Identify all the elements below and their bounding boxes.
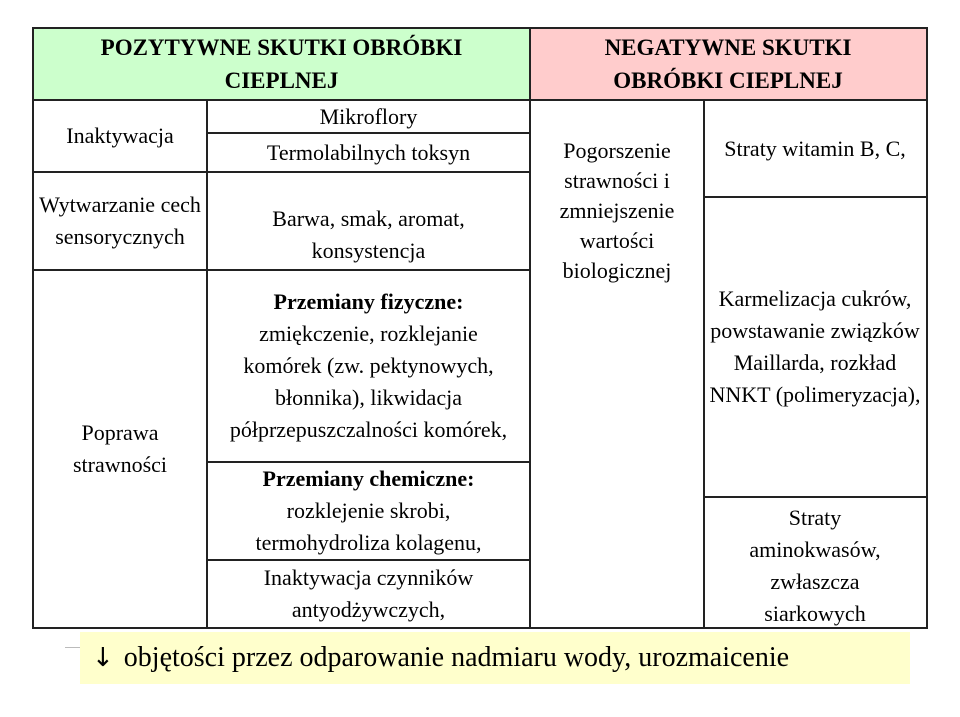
- divider-left: [206, 100, 208, 628]
- footer-text: objętości przez odparowanie nadmiaru wody, urozmaicenie: [123, 642, 790, 673]
- divider-negative: [703, 100, 705, 628]
- fizyczne-title: Przemiany fizyczne:: [273, 289, 464, 314]
- cell-pogorszenie: Pogorszenie strawności i zmniejszenie wartości biologicznej: [559, 138, 675, 283]
- divider-center: [529, 28, 531, 628]
- header-divider: [32, 99, 928, 101]
- neg-row-line-2: [704, 496, 926, 498]
- cell-straty-aminokwasow: Straty aminokwasów, zwłaszcza siarkowych: [749, 504, 881, 626]
- row-line-1: [207, 132, 530, 134]
- row-line-2: [33, 171, 530, 173]
- table-frame: [32, 27, 928, 629]
- fizyczne-text: zmiękczenie, rozklejanie komórek (zw. pektynowych, błonnika), likwidacja półprzepuszczalności komórek,: [229, 321, 508, 442]
- positive-header-text: POZYTYWNE SKUTKI OBRÓBKI CIEPLNEJ: [100, 35, 463, 93]
- row-line-5: [207, 559, 530, 561]
- cell-barwa: Barwa, smak, aromat, konsystencja: [272, 206, 465, 263]
- cell-karmelizacja: Karmelizacja cukrów, powstawanie związków Maillarda, rozkład NNKT (polimeryzacja),: [709, 286, 921, 407]
- down-arrow-icon: ↓: [92, 643, 114, 673]
- cell-inaktywacja-czynnikow: Inaktywacja czynników antyodżywczych,: [263, 565, 474, 622]
- label-wytwarzanie: Wytwarzanie cech sensorycznych: [39, 192, 201, 249]
- footer-note: [80, 632, 910, 684]
- cell-straty-witamin: Straty witamin B, C,: [724, 135, 906, 161]
- row-line-3: [33, 269, 530, 271]
- cell-toksyn: Termolabilnych toksyn: [266, 139, 471, 165]
- cell-mikroflory: Mikroflory: [319, 103, 418, 129]
- chemiczne-text: rozklejenie skrobi, termohydroliza kolagenu,: [255, 498, 482, 555]
- row-line-4: [207, 461, 530, 463]
- label-poprawa: Poprawa strawności: [72, 420, 168, 477]
- label-inaktywacja: Inaktywacja: [66, 123, 174, 148]
- chemiczne-title: Przemiany chemiczne:: [262, 466, 475, 491]
- negative-header-text: NEGATYWNE SKUTKI OBRÓBKI CIEPLNEJ: [604, 35, 852, 93]
- neg-row-line-1: [704, 196, 926, 198]
